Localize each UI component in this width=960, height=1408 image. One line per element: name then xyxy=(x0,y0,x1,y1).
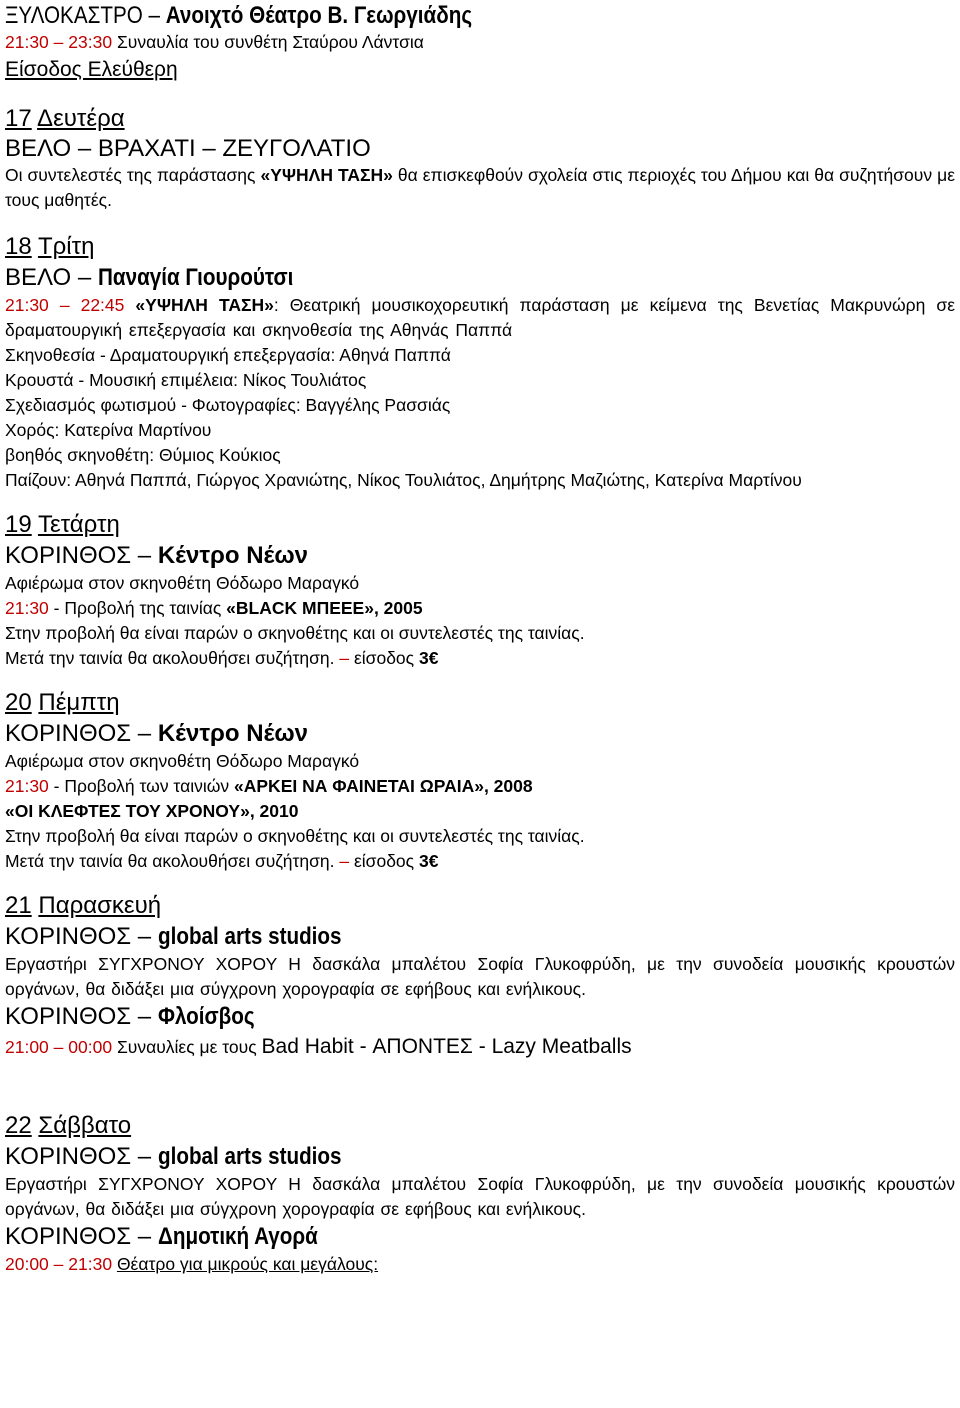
day-19-screening: 21:30 - Προβολή της ταινίας «BLACK ΜΠΕΕΕ», 2005 xyxy=(5,598,423,618)
s0-venue: Ανοιχτό Θέατρο Β. Γεωργιάδης xyxy=(165,2,473,29)
day-19-presence: Στην προβολή θα είναι παρών ο σκηνοθέτης και οι συντελεστές της ταινίας. xyxy=(5,623,585,643)
day-19-name: Τετάρτη xyxy=(37,511,120,538)
day-21-workshop: Εργαστήρι ΣΥΓΧΡΟΝΟΥ ΧΟΡΟΥ Η δασκάλα μπαλέτου Σοφία Γλυκοφρύδη, με την συνοδεία μουσικής κρουστών οργάνων, θα διδάξει μια σύγχρονη χορογραφία σε εφήβους και ενήλικους. xyxy=(5,954,955,999)
day-19-heading xyxy=(5,509,955,541)
day-22-location-2: ΚΟΡΙΝΘΟΣ – Δημοτική Αγορά xyxy=(5,1223,318,1250)
day-22-time-end: 21:30 xyxy=(68,1254,113,1274)
day-20-venue: Κέντρο Νέων xyxy=(157,720,308,747)
day-22-venue-2: Δημοτική Αγορά xyxy=(157,1223,318,1250)
day-17-number: 17 xyxy=(5,105,32,132)
day-20-film-2-line xyxy=(5,799,955,824)
day-18-credit: Σχεδιασμός φωτισμού - Φωτογραφίες: Βαγγέλης Ρασσιάς xyxy=(5,395,451,415)
day-19-fee-label: είσοδος xyxy=(353,648,415,668)
day-18-credit: βοηθός σκηνοθέτη: Θύμιος Κούκιος xyxy=(5,445,281,465)
day-22-workshop: Εργαστήρι ΣΥΓΧΡΟΝΟΥ ΧΟΡΟΥ Η δασκάλα μπαλέτου Σοφία Γλυκοφρύδη, με την συνοδεία μουσικής κρουστών οργάνων, θα διδάξει μια σύγχρονη χορογραφία σε εφήβους και ενήλικους. xyxy=(5,1174,955,1219)
day-20-screening: 21:30 - Προβολή των ταινιών «ΑΡΚΕΙ ΝΑ ΦΑΙΝΕΤΑΙ ΩΡΑΙΑ», 2008 xyxy=(5,776,533,796)
day-18-location: ΒΕΛΟ – Παναγία Γιουρούτσι xyxy=(5,264,294,291)
s0-time-start: 21:30 xyxy=(5,32,49,52)
day-20-film-1: «ΑΡΚΕΙ ΝΑ ΦΑΙΝΕΤΑΙ ΩΡΑΙΑ», 2008 xyxy=(234,776,533,796)
day-18-place: ΒΕΛΟ xyxy=(5,264,72,291)
day-19-dedication: Αφιέρωμα στον σκηνοθέτη Θόδωρο Μαραγκό xyxy=(5,573,360,593)
day-21-place-2: ΚΟΡΙΝΘΟΣ xyxy=(5,1003,132,1030)
day-20-fee-label: είσοδος xyxy=(353,851,415,871)
day-19-fee: 3€ xyxy=(418,648,439,668)
day-20-after: Μετά την ταινία θα ακολουθήσει συζήτηση. – είσοδος 3€ xyxy=(5,851,439,871)
day-19-venue: Κέντρο Νέων xyxy=(157,542,308,569)
day-17-desc: Οι συντελεστές της παράστασης «ΥΨΗΛΗ ΤΑΣΗ» θα επισκεφθούν σχολεία στις περιοχές του Δήμου και θα συζητήσουν με τους μαθητές. xyxy=(5,165,955,210)
day-22-time-start: 20:00 xyxy=(5,1254,49,1274)
day-22-location: ΚΟΡΙΝΘΟΣ – global arts studios xyxy=(5,1143,342,1170)
day-20-place: ΚΟΡΙΝΘΟΣ xyxy=(5,720,132,747)
day-18-credit: Χορός: Κατερίνα Μαρτίνου xyxy=(5,420,212,440)
day-22-place-2: ΚΟΡΙΝΘΟΣ xyxy=(5,1223,132,1250)
day-18-credit: Κρουστά - Μουσική επιμέλεια: Νίκος Τουλιάτος xyxy=(5,370,367,390)
day-20-name: Πέμπτη xyxy=(38,689,120,716)
day-19-after: Μετά την ταινία θα ακολουθήσει συζήτηση. – είσοδος 3€ xyxy=(5,648,439,668)
day-22-event: 20:00 – 21:30 Θέατρο για μικρούς και μεγάλους: xyxy=(5,1254,379,1274)
s0-time-line: 21:30 – 23:30 Συναυλία του συνθέτη Σταύρου Λάντσια xyxy=(5,32,424,52)
day-22-number: 22 xyxy=(5,1112,32,1139)
day-21-time-start: 21:00 xyxy=(5,1037,49,1057)
day-18-credit: Σκηνοθεσία - Δραματουργική επεξεργασία: Αθηνά Παππά xyxy=(5,345,451,365)
s0-time-end: 23:30 xyxy=(68,32,113,52)
day-17-show-title: «ΥΨΗΛΗ ΤΑΣΗ» xyxy=(260,165,393,185)
day-21-location: ΚΟΡΙΝΘΟΣ – global arts studios xyxy=(5,923,342,950)
day-20-location: ΚΟΡΙΝΘΟΣ – Κέντρο Νέων xyxy=(5,720,308,747)
day-20-fee: 3€ xyxy=(418,851,439,871)
day-18-venue: Παναγία Γιουρούτσι xyxy=(97,264,294,291)
day-20-film-2: «ΟΙ ΚΛΕΦΤΕΣ ΤΟΥ ΧΡΟΝΟΥ», 2010 xyxy=(5,801,299,821)
day-21-venue: global arts studios xyxy=(157,923,342,950)
day-21-location-2: ΚΟΡΙΝΘΟΣ – Φλοίσβος xyxy=(5,1003,255,1030)
day-18-show-title: «ΥΨΗΛΗ ΤΑΣΗ» xyxy=(135,295,274,315)
day-20-presence: Στην προβολή θα είναι παρών ο σκηνοθέτης και οι συντελεστές της ταινίας. xyxy=(5,826,585,846)
s0-place: ΞΥΛΟΚΑΣΤΡΟ xyxy=(5,2,143,29)
day-19-place: ΚΟΡΙΝΘΟΣ xyxy=(5,542,132,569)
s0-text: Συναυλία του συνθέτη Σταύρου Λάντσια xyxy=(116,32,424,52)
day-22-venue: global arts studios xyxy=(157,1143,342,1170)
day-18-desc: 21:30 – 22:45 «ΥΨΗΛΗ ΤΑΣΗ»: Θεατρική μουσικοχορευτική παράσταση με κείμενα της Βενετίας Μακρυνώρη σε δραματουργική επεξεργασία και σκηνοθεσία της Αθηνάς Παππά xyxy=(5,295,955,340)
day-18-name: Τρίτη xyxy=(37,233,95,260)
day-21-bands: Bad Habit - ΑΠΟΝΤΕΣ - Lazy Meatballs xyxy=(261,1035,632,1058)
day-19-time: 21:30 xyxy=(5,598,49,618)
day-21-time-end: 00:00 xyxy=(68,1037,113,1057)
day-22-name: Σάββατο xyxy=(38,1112,132,1139)
program-document xyxy=(5,2,955,1277)
day-21-heading xyxy=(5,890,955,922)
day-21-name: Παρασκευή xyxy=(38,892,162,919)
day-22-event-title: Θέατρο για μικρούς και μεγάλους: xyxy=(116,1254,379,1274)
day-21-place: ΚΟΡΙΝΘΟΣ xyxy=(5,923,132,950)
day-22-heading xyxy=(5,1110,955,1142)
day-21-venue-2: Φλοίσβος xyxy=(157,1003,255,1030)
s0-location: ΞΥΛΟΚΑΣΤΡΟ – Ανοιχτό Θέατρο Β. Γεωργιάδης xyxy=(5,2,473,29)
day-17-places: ΒΕΛΟ – ΒΡΑΧΑΤΙ – ΖΕΥΓΟΛΑΤΙΟ xyxy=(5,135,371,162)
day-17-name: Δευτέρα xyxy=(37,105,125,132)
day-20-time: 21:30 xyxy=(5,776,49,796)
day-18-number: 18 xyxy=(5,233,32,260)
day-21-number: 21 xyxy=(5,892,32,919)
day-21-concert: 21:00 – 00:00 Συναυλίες με τους Bad Habit - ΑΠΟΝΤΕΣ - Lazy Meatballs xyxy=(5,1035,632,1058)
day-17-heading xyxy=(5,103,955,135)
day-19-film: «BLACK ΜΠΕΕΕ», 2005 xyxy=(226,598,423,618)
day-18-time-end: 22:45 xyxy=(80,295,125,315)
day-19-location: ΚΟΡΙΝΘΟΣ – Κέντρο Νέων xyxy=(5,542,308,569)
day-18-time-start: 21:30 xyxy=(5,295,49,315)
day-20-number: 20 xyxy=(5,689,32,716)
day-18-heading xyxy=(5,231,955,263)
day-20-heading xyxy=(5,687,955,719)
day-18-credit: Παίζουν: Αθηνά Παππά, Γιώργος Χρανιώτης, Νίκος Τουλιάτος, Δημήτρης Μαζιώτης, Κατερίνα Μαρτίνου xyxy=(5,470,802,490)
day-20-dedication: Αφιέρωμα στον σκηνοθέτη Θόδωρο Μαραγκό xyxy=(5,751,360,771)
day-22-place: ΚΟΡΙΝΘΟΣ xyxy=(5,1143,132,1170)
s0-entry: Είσοδος Ελεύθερη xyxy=(5,58,178,81)
day-19-number: 19 xyxy=(5,511,32,538)
